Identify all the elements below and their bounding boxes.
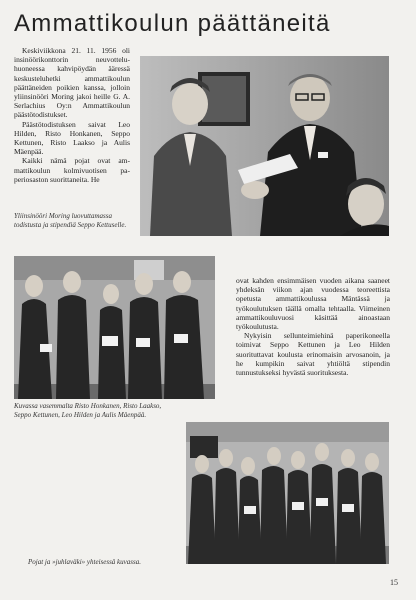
continuation-paragraph-2: Nykyisin sellunteimiehinä paperikoneella toimivat Seppo Kettunen ja Leo Hilden suorituttavat koulusta erinomaisin arvosanoin, ja he kumpikin saivat yhtiöltä stipendin tunnustukseksi hyvästä suorituksesta. xyxy=(236,331,390,378)
caption-photo-2: Kuvassa vasemmalta Risto Honkanen, Risto Laakso, Seppo Kettunen, Leo Hilden ja Aulis Mäenpää. xyxy=(14,402,162,419)
intro-paragraph-2: Päästötodistuksen saivat Leo Hilden, Risto Honkanen, Seppo Kettunen, Risto Laakso ja Aulis Mäenpää. xyxy=(14,119,130,157)
intro-paragraph-3: Kaikki nämä pojat ovat ammattikoulun kolmivuotisen paperiosaston suorittaneita. He xyxy=(14,156,130,184)
photo-group-five xyxy=(14,256,215,399)
continuation-paragraph-1: ovat kahden ensimmäisen vuoden aikana saaneet yhdeksän viikon ajan vuodessa teoreettista opetusta ammattikoulussa Mäntässä ja työkoulutuksen täällä omalla tehtaalla. Viimeinen ammattikouluvuosi käsittää ainoastaan työkoulutusta. xyxy=(236,276,390,332)
photo-group-with-officials xyxy=(186,422,389,564)
intro-text xyxy=(14,46,130,184)
headline: Ammattikoulun päättäneitä xyxy=(14,10,331,37)
caption-photo-1: Yliinsinööri Moring luovuttamassa todistusta ja stipendiä Seppo Kettuselle. xyxy=(14,212,127,229)
page-number: 15 xyxy=(390,578,398,587)
continuation-text xyxy=(236,276,390,377)
caption-photo-3: Pojat ja »juhlaväki» yhteisessä kuvassa. xyxy=(28,558,141,566)
intro-paragraph-1: Keskiviikkona 21. 11. 1956 oli insinöörikonttorin neuvotteluhuoneessa kahvipöydän ääressä keskusteluhetki ammattikoulun päättäneiden poikien kanssa, jolloin yliinsinööri Moring jakoi heille G. A. Serlachius Oy:n Ammattikoulun päästötodistukset. xyxy=(14,46,130,120)
photo-diploma-handover xyxy=(140,56,389,236)
